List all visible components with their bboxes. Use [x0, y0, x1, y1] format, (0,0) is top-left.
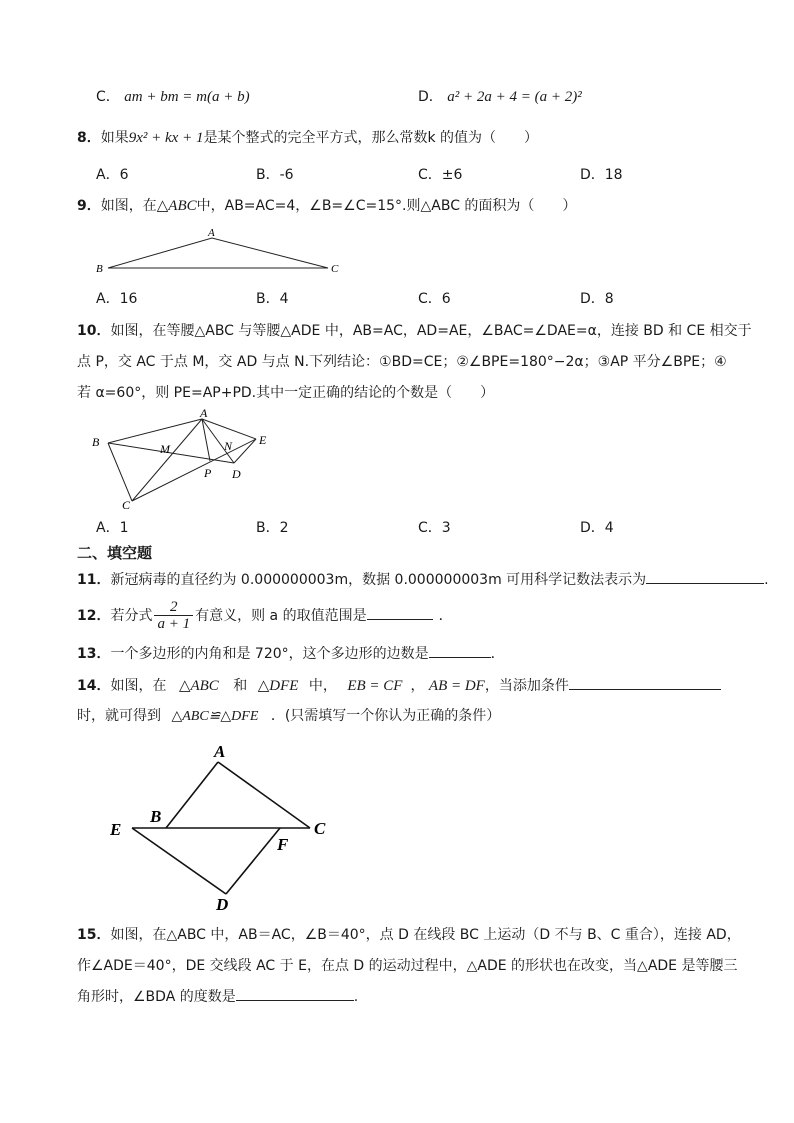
question-number: 13．: [77, 646, 111, 662]
q14-label-a: A: [214, 742, 226, 761]
q10-label-n: N: [224, 439, 233, 453]
question-15-line-3: 角形时，∠BDA 的度数是 .: [77, 986, 358, 1007]
q10-label-p: P: [204, 466, 212, 480]
answer-blank[interactable]: [367, 605, 433, 620]
q9-option-a: A．16: [96, 291, 138, 307]
answer-blank[interactable]: [236, 986, 354, 1001]
question-11: 11．新冠病毒的直径约为 0.000000003m，数据 0.000000003m 可用科学记数法表示为 .: [77, 569, 769, 590]
question-10-line-3: 若 α=60°，则 PE=AP+PD.其中一定正确的结论的个数是（ ）: [77, 385, 495, 401]
q7-option-c-formula: am + bm = m(a + b): [124, 89, 250, 105]
q12-fraction: $\frac{2}{a + 1}$: [154, 599, 193, 633]
q10-option-a: A．1: [96, 520, 129, 536]
q14-label-d: D: [216, 895, 229, 912]
q10-label-m: M: [160, 442, 170, 456]
question-12: 12．若分式 $\frac{2}{a + 1}$ 有意义，则 a 的取值范围是 ．: [77, 599, 453, 632]
q10-option-c: C．3: [418, 520, 451, 536]
section-title: 二、填空题: [77, 544, 153, 562]
q10-label-b: B: [92, 435, 100, 449]
q10-figure: [88, 405, 278, 515]
question-number: 9．: [77, 198, 101, 214]
q14-label-f: F: [277, 835, 289, 854]
question-number: 15．: [77, 927, 111, 943]
q14-figure: [104, 736, 344, 912]
q9-option-b: B．4: [256, 291, 289, 307]
q8-option-d: D．18: [580, 167, 623, 183]
question-13: 13．一个多边形的内角和是 720°，这个多边形的边数是 ．: [77, 643, 505, 664]
q8-option-b: B．-6: [256, 167, 294, 183]
question-14-line-2: 时，就可得到 △ABC≌△DFE ．(只需填写一个你认为正确的条件）: [77, 708, 501, 724]
q8-option-a: A．6: [96, 167, 129, 183]
question-10-line-2: 点 P，交 AC 于点 M，交 AD 与点 N.下列结论：①BD=CE；②∠BPE=180°−2α；③AP 平分∠BPE；④: [77, 354, 727, 370]
q10-label-c: C: [122, 498, 131, 512]
q7-option-d: D． a² + 2a + 4 = (a + 2)²: [418, 89, 582, 105]
q10-label-a: A: [200, 406, 208, 420]
question-number: 11．: [77, 572, 111, 588]
q9-label-a: A: [208, 227, 215, 239]
answer-blank[interactable]: [569, 675, 721, 690]
q9-label-b: B: [96, 263, 103, 275]
q9-option-d: D．8: [580, 291, 614, 307]
q14-label-b: B: [150, 807, 162, 826]
question-number: 8．: [77, 130, 101, 146]
question-14-line-1: 14．如图，在 △ABC 和 △DFE 中， EB = CF ， AB = DF，当添加条件: [77, 675, 721, 696]
question-number: 14．: [77, 678, 111, 694]
question-10-line-1: 10．如图，在等腰△ABC 与等腰△ADE 中，AB=AC，AD=AE，∠BAC=∠DAE=α，连接 BD 和 CE 相交于: [77, 323, 752, 339]
q10-option-d: D．4: [580, 520, 614, 536]
q10-label-d: D: [232, 467, 241, 481]
q14-label-c: C: [314, 819, 326, 838]
q9-label-c: C: [331, 263, 339, 275]
q10-label-e: E: [259, 433, 267, 447]
q7-option-d-formula: a² + 2a + 4 = (a + 2)²: [447, 89, 582, 105]
q7-option-c: C． am + bm = m(a + b): [96, 89, 250, 105]
q14-label-e: E: [110, 820, 122, 839]
question-number: 12．: [77, 608, 111, 624]
question-15-line-2: 作∠ADE＝40°，DE 交线段 AC 于 E，在点 D 的运动过程中，△ADE 的形状也在改变，当△ADE 是等腰三: [77, 958, 738, 974]
question-9: 9．如图，在△ABC中，AB=AC=4，∠B=∠C=15°.则△ABC 的面积为（ ）: [77, 198, 577, 214]
question-15-line-1: 15．如图，在△ABC 中，AB＝AC，∠B＝40°，点 D 在线段 BC 上运动（D 不与 B、C 重合），连接 AD，: [77, 927, 741, 943]
answer-blank[interactable]: [646, 569, 764, 584]
q8-option-c: C．±6: [418, 167, 463, 183]
question-8: 8．如果9x² + kx + 1是某个整式的完全平方式，那么常数k 的值为（ ）: [77, 130, 539, 146]
q8-formula: 9x² + kx + 1: [128, 130, 204, 146]
q9-option-c: C．6: [418, 291, 451, 307]
answer-blank[interactable]: [429, 643, 491, 658]
q9-triangle-figure: [90, 224, 350, 280]
q10-option-b: B．2: [256, 520, 289, 536]
question-number: 10．: [77, 323, 111, 339]
